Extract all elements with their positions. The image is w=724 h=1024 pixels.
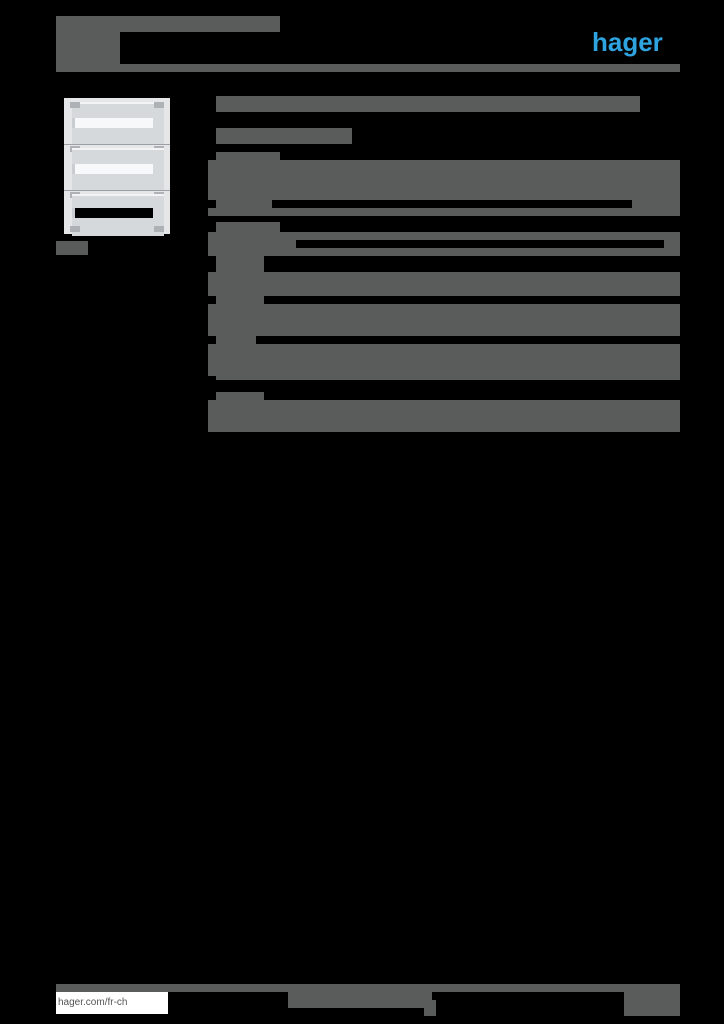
section-6-body	[208, 400, 680, 432]
product-caption	[56, 241, 88, 255]
section-4-body	[208, 304, 680, 336]
footer-page-number	[624, 992, 680, 1016]
footer-url-link[interactable]: hager.com/fr-ch	[56, 992, 168, 1014]
hager-logo	[592, 27, 676, 57]
footer-divider	[56, 984, 680, 992]
header-title	[56, 16, 280, 32]
header-subtitle	[56, 32, 120, 64]
product-image	[62, 98, 170, 234]
svg-text:hager: hager	[592, 27, 663, 57]
main-title	[216, 96, 640, 112]
footer-center-text	[288, 992, 432, 1008]
header-divider	[56, 64, 680, 72]
section-3-body	[208, 272, 680, 296]
main-subtitle	[216, 128, 352, 144]
section-5-body	[208, 344, 680, 376]
hager-logo-icon	[592, 27, 676, 57]
